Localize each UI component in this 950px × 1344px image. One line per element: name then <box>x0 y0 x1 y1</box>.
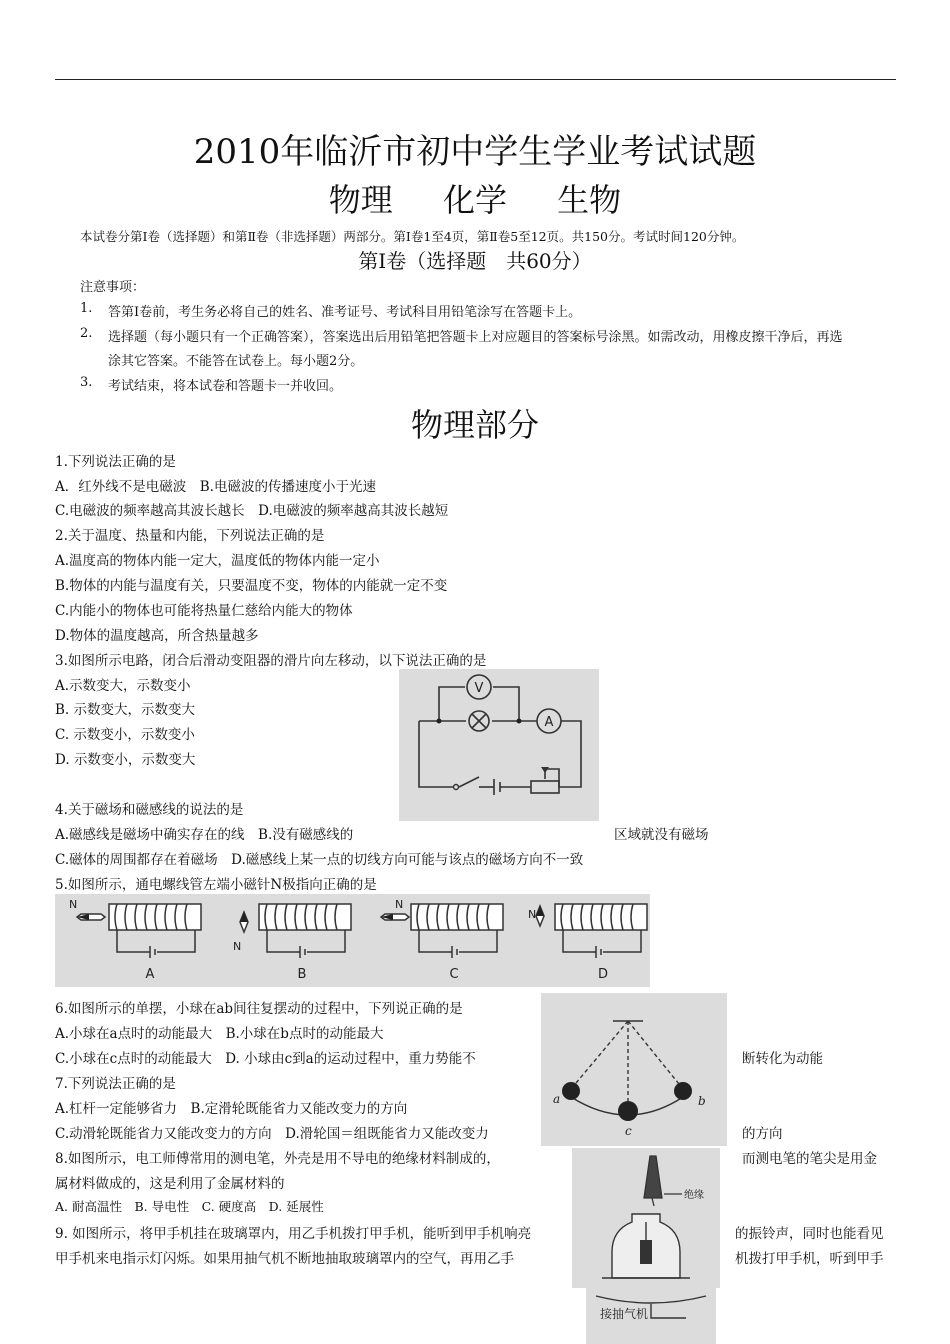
question-line: 区域就没有磁场 <box>614 827 709 843</box>
junction-dot <box>517 719 522 724</box>
question-line: C. 示数变小，示数变小 <box>55 727 195 743</box>
question-line: 属材料做成的，这是利用了金属材料的 <box>55 1176 285 1192</box>
solenoid-diagram <box>55 894 650 987</box>
test-pen-diagram <box>572 1148 720 1208</box>
ball-c <box>618 1101 638 1121</box>
circuit-figure <box>399 669 599 821</box>
point-label-a: a <box>553 1092 561 1106</box>
junction-dot <box>437 719 442 724</box>
question-line: A.示数变大，示数变小 <box>55 678 191 694</box>
north-label: N <box>528 908 537 921</box>
question-line: 5.如图所示，通电螺线管左端小磁针N极指向正确的是 <box>55 877 377 893</box>
bell-jar-figure <box>572 1208 720 1288</box>
option-label-b: B <box>297 967 307 982</box>
note-text: 选择题（每小题只有一个正确答案），答案选出后用铅笔把答题卡上对应题目的答案标号涂黑。如需改动，用橡皮擦干净后，再选 <box>108 330 843 345</box>
subject-line <box>0 175 950 221</box>
note-text: 考试结束，将本试卷和答题卡一并收回。 <box>108 379 343 394</box>
question-line: A. 耐高温性 B. 导电性 C. 硬度高 D. 延展性 <box>55 1199 324 1214</box>
question-line: 4.关于磁场和磁感线的说法的是 <box>55 802 244 818</box>
question-line: 7.下列说法正确的是 <box>55 1076 176 1092</box>
note-text-cont: 涂其它答案。不能答在试卷上。每小题2分。 <box>108 354 364 369</box>
ammeter-label: A <box>544 715 554 730</box>
notes-heading: 注意事项： <box>80 280 146 295</box>
question-line: A.杠杆一定能够省力 B.定滑轮既能省力又能改变力的方向 <box>55 1101 408 1117</box>
north-label: N <box>69 898 78 911</box>
question-line: C.磁体的周围都存在着磁场 D.磁感线上某一点的切线方向可能与该点的磁场方向不一致 <box>55 852 584 868</box>
note-num: 3. <box>80 375 93 390</box>
question-line: D. 示数变小，示数变大 <box>55 752 196 768</box>
question-line: B. 示数变大，示数变大 <box>55 702 196 718</box>
question-line: 而测电笔的笔尖是用金 <box>742 1151 877 1167</box>
solenoid-figure <box>55 894 650 987</box>
test-pen-figure <box>572 1148 720 1208</box>
question-line: 的方向 <box>742 1126 783 1142</box>
subject-chemistry: 化学 <box>442 181 507 219</box>
question-line: A.磁感线是磁场中确实存在的线 B.没有磁感线的 <box>55 827 354 843</box>
question-line: 1.下列说法正确的是 <box>55 454 176 470</box>
note-text: 答第Ⅰ卷前，考生务必将自己的姓名、准考证号、考试科目用铅笔涂写在答题卡上。 <box>108 305 582 320</box>
question-line: C.电磁波的频率越高其波长越长 D.电磁波的频率越高其波长越短 <box>55 503 449 519</box>
question-line: 9. 如图所示，将甲手机挂在玻璃罩内，用乙手机拨打甲手机，能听到甲手机响亮 <box>55 1226 532 1242</box>
page-title: 2010年临沂市初中学生学业考试试题 <box>193 132 757 172</box>
pump-base-diagram <box>586 1288 716 1344</box>
question-line: A.温度高的物体内能一定大，温度低的物体内能一定小 <box>55 553 380 569</box>
ball-b <box>674 1082 692 1100</box>
circuit-diagram <box>399 669 599 821</box>
point-label-b: b <box>698 1094 706 1108</box>
bell-jar-diagram <box>572 1208 720 1288</box>
question-line: A．红外线不是电磁波 B.电磁波的传播速度小于光速 <box>55 479 376 495</box>
pendulum-figure <box>541 993 727 1146</box>
pump-base-figure <box>586 1288 716 1344</box>
exam-intro: 本试卷分第Ⅰ卷（选择题）和第Ⅱ卷（非选择题）两部分。第Ⅰ卷1至4页，第Ⅱ卷5至12页。共150分。考试时间120分钟。 <box>80 229 745 244</box>
question-line: 甲手机来电指示灯闪烁。如果用抽气机不断地抽取玻璃罩内的空气，再用乙手 <box>55 1251 514 1267</box>
north-label: N <box>233 940 242 953</box>
pendulum-diagram <box>541 993 727 1146</box>
question-line: 3.如图所示电路，闭合后滑动变阻器的滑片向左移动，以下说法正确的是 <box>55 653 487 669</box>
phone-icon <box>640 1240 652 1264</box>
question-line: 2.关于温度、热量和内能，下列说法正确的是 <box>55 528 325 544</box>
pump-label: 接抽气机 <box>600 1307 649 1321</box>
note-num: 2. <box>80 326 93 341</box>
subject-physics: 物理 <box>328 181 393 219</box>
question-line: 断转化为动能 <box>742 1051 823 1067</box>
question-line: B.物体的内能与温度有关，只要温度不变，物体的内能就一定不变 <box>55 578 448 594</box>
question-line: 机拨打甲手机，听到甲手 <box>735 1251 884 1267</box>
question-line: C.内能小的物体也可能将热量仁慈给内能大的物体 <box>55 603 353 619</box>
option-label-a: A <box>145 967 155 982</box>
section-title: 第Ⅰ卷（选择题 共60分） <box>358 249 592 273</box>
question-line: C.动滑轮既能省力又能改变力的方向 D.滑轮国＝组既能省力又能改变力 <box>55 1126 489 1142</box>
question-line: A.小球在a点时的动能最大 B.小球在b点时的动能最大 <box>55 1026 384 1042</box>
question-line: 6.如图所示的单摆，小球在ab间往复摆动的过程中，下列说正确的是 <box>55 1001 463 1017</box>
insulation-label: 绝缘 <box>684 1190 704 1201</box>
north-label: N <box>395 898 404 911</box>
question-line: D.物体的温度越高，所含热量越多 <box>55 628 259 644</box>
top-rule <box>55 79 896 80</box>
option-label-c: C <box>449 967 459 982</box>
question-line: 8.如图所示，电工师傅常用的测电笔，外壳是用不导电的绝缘材料制成的， <box>55 1151 500 1167</box>
question-line: C.小球在c点时的动能最大 D. 小球由c到a的运动过程中，重力势能不 <box>55 1051 476 1067</box>
note-num: 1. <box>80 301 93 316</box>
physics-heading: 物理部分 <box>410 406 539 444</box>
voltmeter-label: V <box>474 681 484 696</box>
ball-a <box>562 1082 580 1100</box>
point-label-c: c <box>625 1124 632 1138</box>
subject-biology: 生物 <box>557 181 622 219</box>
option-label-d: D <box>597 967 609 982</box>
question-line: 的振铃声，同时也能看见 <box>735 1226 884 1242</box>
